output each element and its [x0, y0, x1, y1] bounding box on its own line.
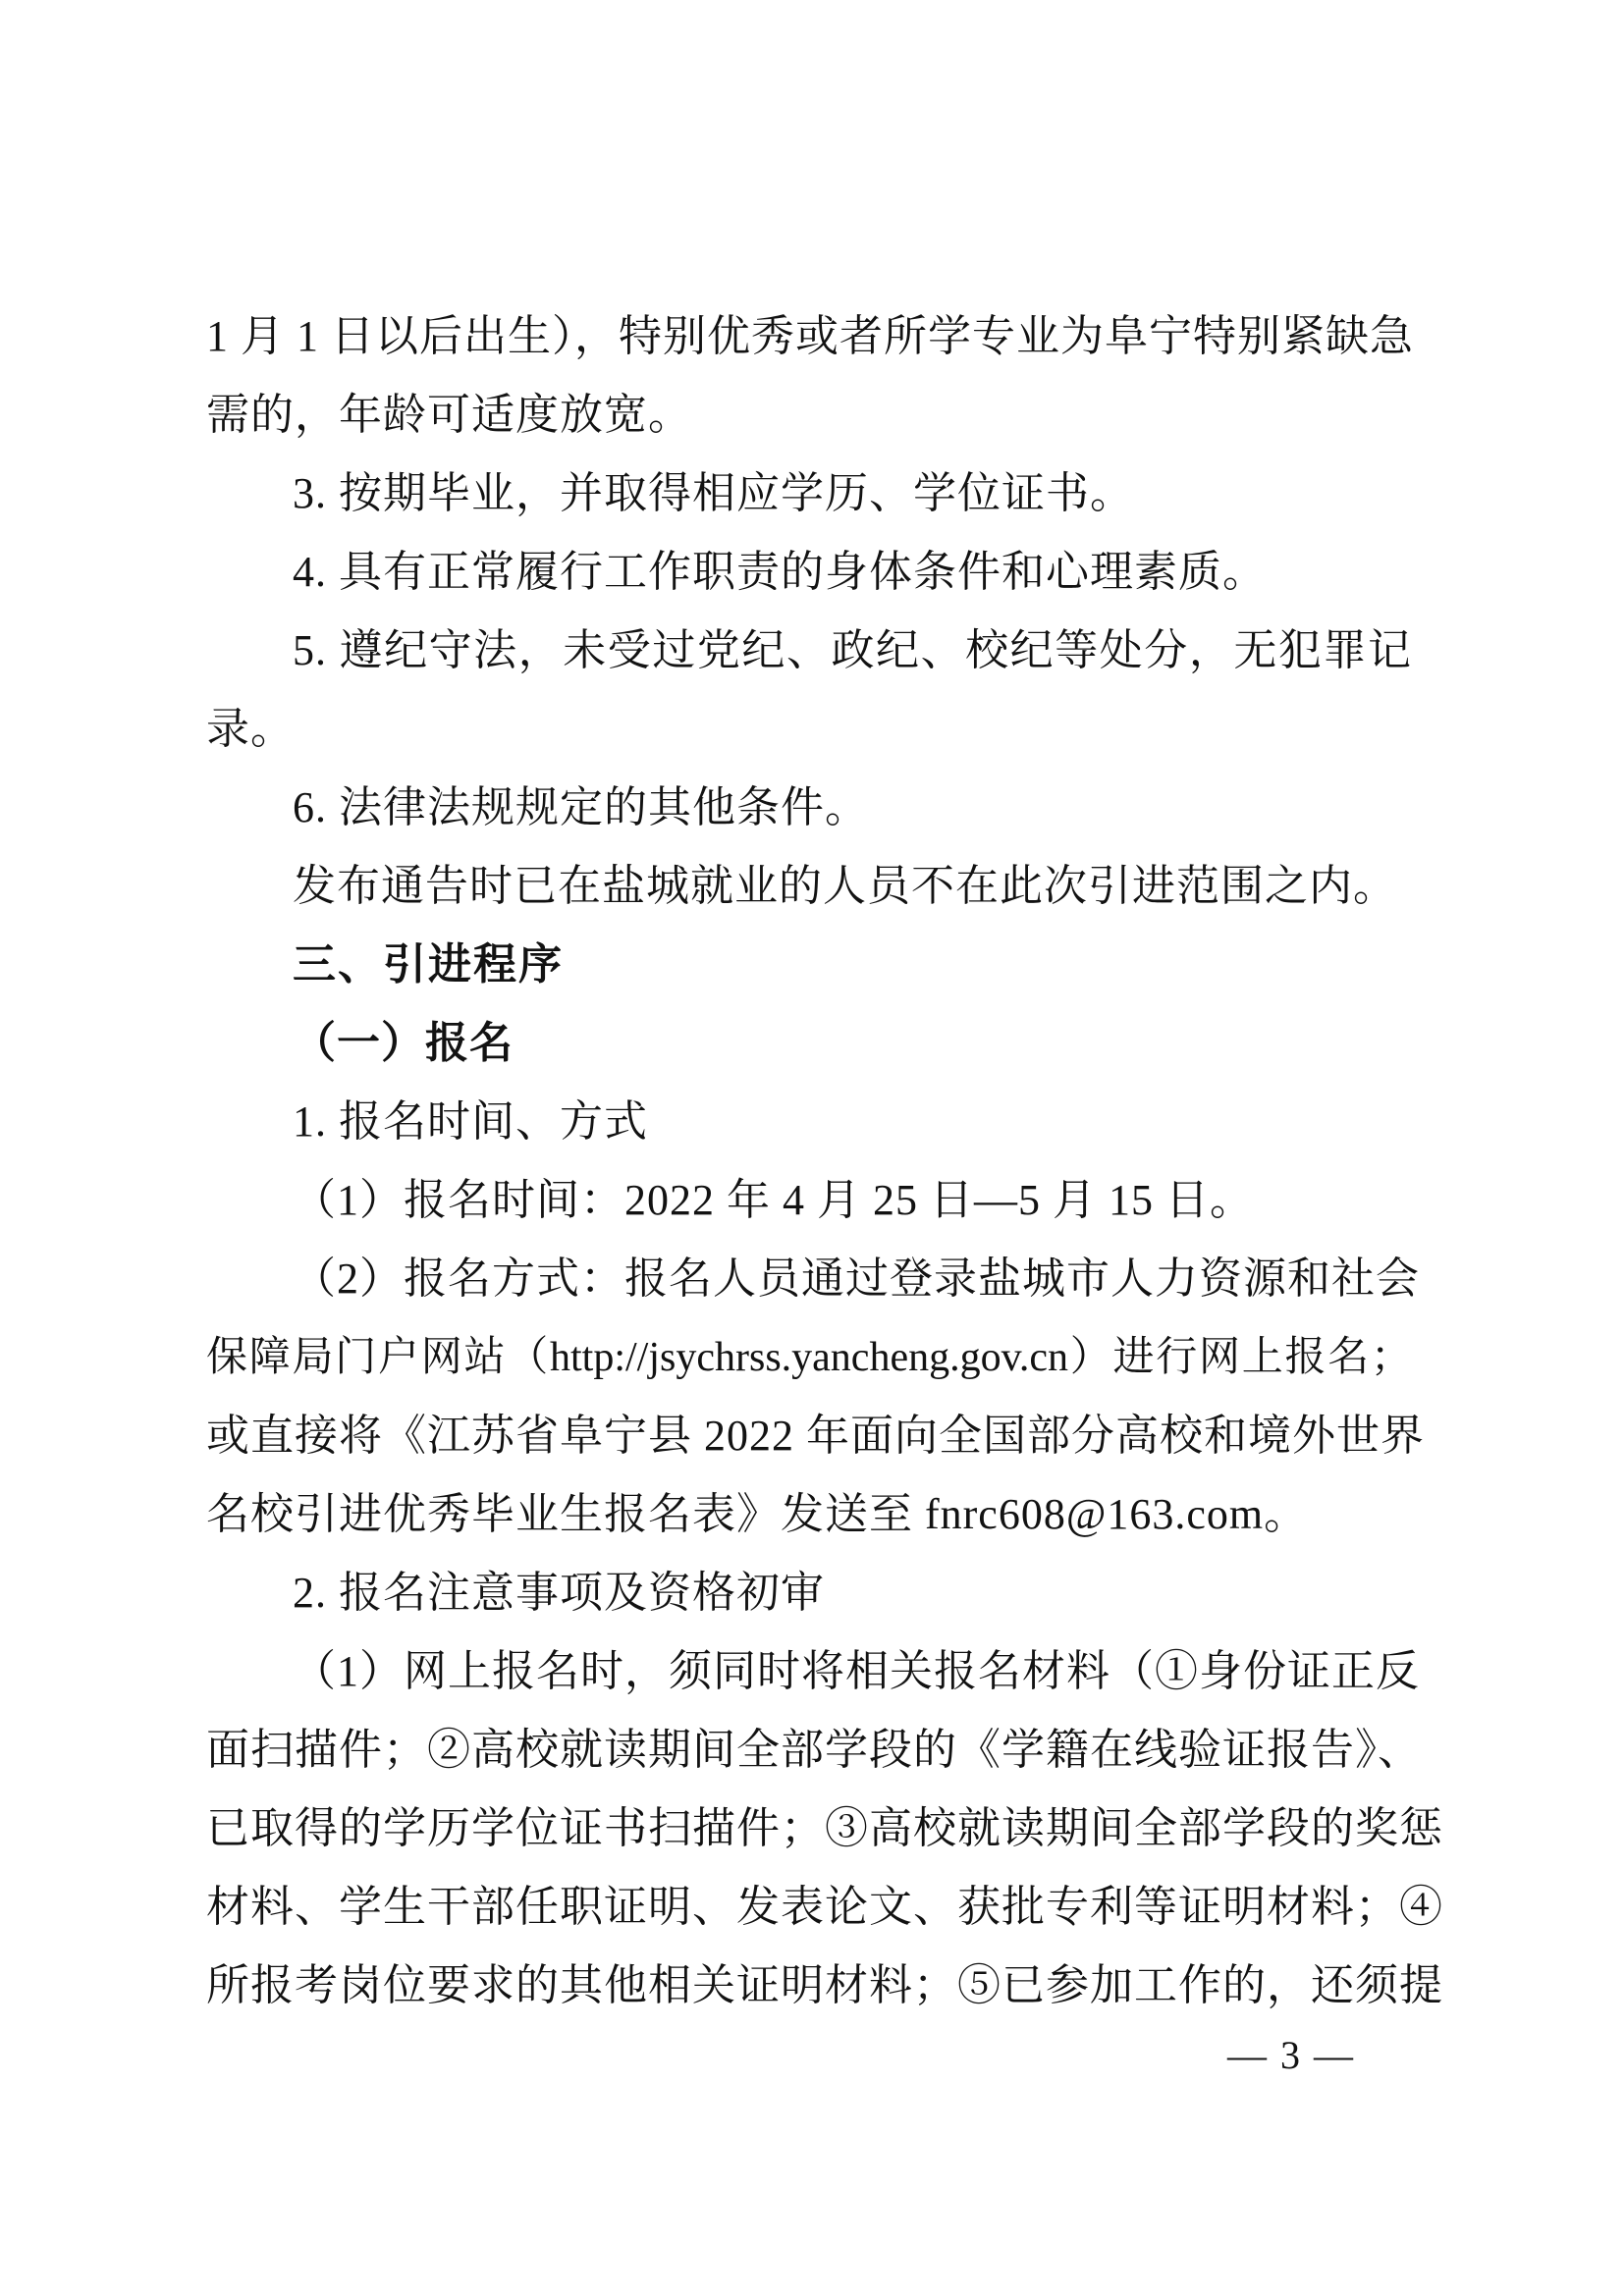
doc-line-email: 名校引进优秀毕业生报名表》发送至 fnrc608@163.com。 [206, 1490, 1309, 1538]
doc-line-url: 保障局门户网站（http://jsychrss.yancheng.gov.cn）进行网上报名； [206, 1335, 1412, 1380]
doc-line: （1）报名时间：2022 年 4 月 25 日—5 月 15 日。 [293, 1176, 1254, 1224]
doc-line: 所报考岗位要求的其他相关证明材料；⑤已参加工作的，还须提 [206, 1961, 1443, 2009]
text-column [206, 297, 1443, 2025]
doc-line: 需的，年龄可适度放宽。 [206, 391, 692, 439]
doc-line: 2. 报名注意事项及资格初审 [293, 1569, 825, 1617]
doc-line: 录。 [206, 705, 295, 753]
doc-line: 1 月 1 日以后出生），特别优秀或者所学专业为阜宁特别紧缺急 [206, 312, 1414, 360]
doc-line: 已取得的学历学位证书扫描件；③高校就读期间全部学段的奖惩 [206, 1804, 1443, 1852]
doc-line: 3. 按期毕业，并取得相应学历、学位证书。 [293, 469, 1134, 517]
doc-line: 发布通告时已在盐城就业的人员不在此次引进范围之内。 [293, 862, 1397, 910]
doc-line: 4. 具有正常履行工作职责的身体条件和心理素质。 [293, 548, 1267, 596]
doc-line: （1）网上报名时，须同时将相关报名材料（①身份证正反 [293, 1647, 1420, 1695]
doc-line: （2）报名方式：报名人员通过登录盐城市人力资源和社会 [293, 1255, 1420, 1303]
subsection-heading: （一）报名 [293, 1019, 514, 1067]
doc-line: 面扫描件；②高校就读期间全部学段的《学籍在线验证报告》、 [206, 1726, 1422, 1774]
section-heading: 三、引进程序 [293, 940, 564, 988]
doc-line: 6. 法律法规规定的其他条件。 [293, 783, 869, 831]
page-number: — 3 — [1227, 2033, 1355, 2077]
doc-line: 或直接将《江苏省阜宁县 2022 年面向全国部分高校和境外世界 [206, 1412, 1425, 1460]
doc-line: 材料、学生干部任职证明、发表论文、获批专利等证明材料；④ [206, 1883, 1443, 1931]
doc-line: 5. 遵纪守法，未受过党纪、政纪、校纪等处分，无犯罪记 [293, 626, 1412, 674]
doc-line: 1. 报名时间、方式 [293, 1097, 648, 1146]
